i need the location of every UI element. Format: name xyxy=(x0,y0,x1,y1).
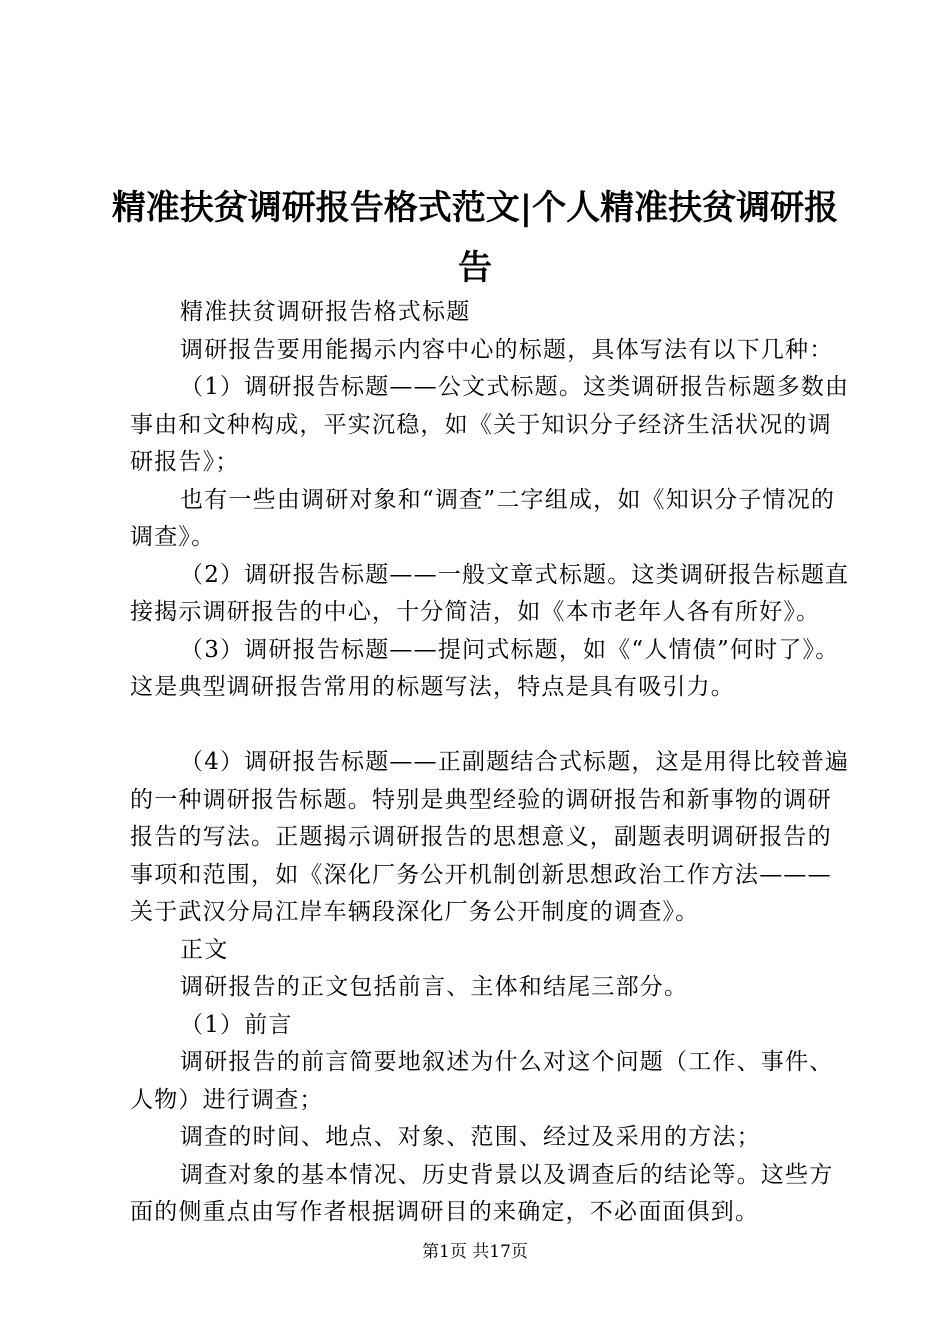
paragraph: 调研报告的前言简要地叙述为什么对这个问题（工作、事件、人物）进行调查； xyxy=(130,1049,834,1113)
paragraph: 调查对象的基本情况、历史背景以及调查后的结论等。这些方面的侧重点由写作者根据调研目的来确定，不必面面俱到。 xyxy=(130,1161,834,1225)
document-body xyxy=(130,294,850,1232)
paragraph-spacer xyxy=(130,707,850,745)
paragraph-heading-format: 精准扶贫调研报告格式标题 xyxy=(180,299,471,325)
paragraph: （3）调研报告标题——提问式标题，如《“人情债”何时了》。这是典型调研报告常用的标题写法，特点是具有吸引力。 xyxy=(130,636,840,700)
paragraph: 也有一些由调研对象和“调查”二字组成，如《知识分子情况的调查》。 xyxy=(130,486,836,550)
page-number-footer: 第1页 共17页 xyxy=(422,1242,528,1262)
paragraph: 调查的时间、地点、对象、范围、经过及采用的方法； xyxy=(180,1124,761,1150)
subsection-heading-preface: （1）前言 xyxy=(180,1011,293,1038)
paragraph: （1）调研报告标题——公文式标题。这类调研报告标题多数由事由和文种构成，平实沉稳，如《关于知识分子经济生活状况的调研报告》； xyxy=(130,374,850,475)
paragraph: 调研报告要用能揭示内容中心的标题，具体写法有以下几种： xyxy=(180,336,834,363)
paragraph: （2）调研报告标题——一般文章式标题。这类调研报告标题直接揭示调研报告的中心，十分简洁，如《本市老年人各有所好》。 xyxy=(130,561,850,625)
paragraph: （4）调研报告标题——正副题结合式标题，这是用得比较普遍的一种调研报告标题。特别是典型经验的调研报告和新事物的调研报告的写法。正题揭示调研报告的思想意义，副题表明调研报告的事项和范围，如《深化厂务公开机制创新思想政治工作方法———关于武汉分局江岸车辆段深化厂务公开制度的调查》。 xyxy=(130,749,850,925)
paragraph: 调研报告的正文包括前言、主体和结尾三部分。 xyxy=(180,974,689,1000)
document-title: 精准扶贫调研报告格式范文|个人精准扶贫调研报告 xyxy=(111,188,839,288)
section-heading-body: 正文 xyxy=(180,936,229,963)
